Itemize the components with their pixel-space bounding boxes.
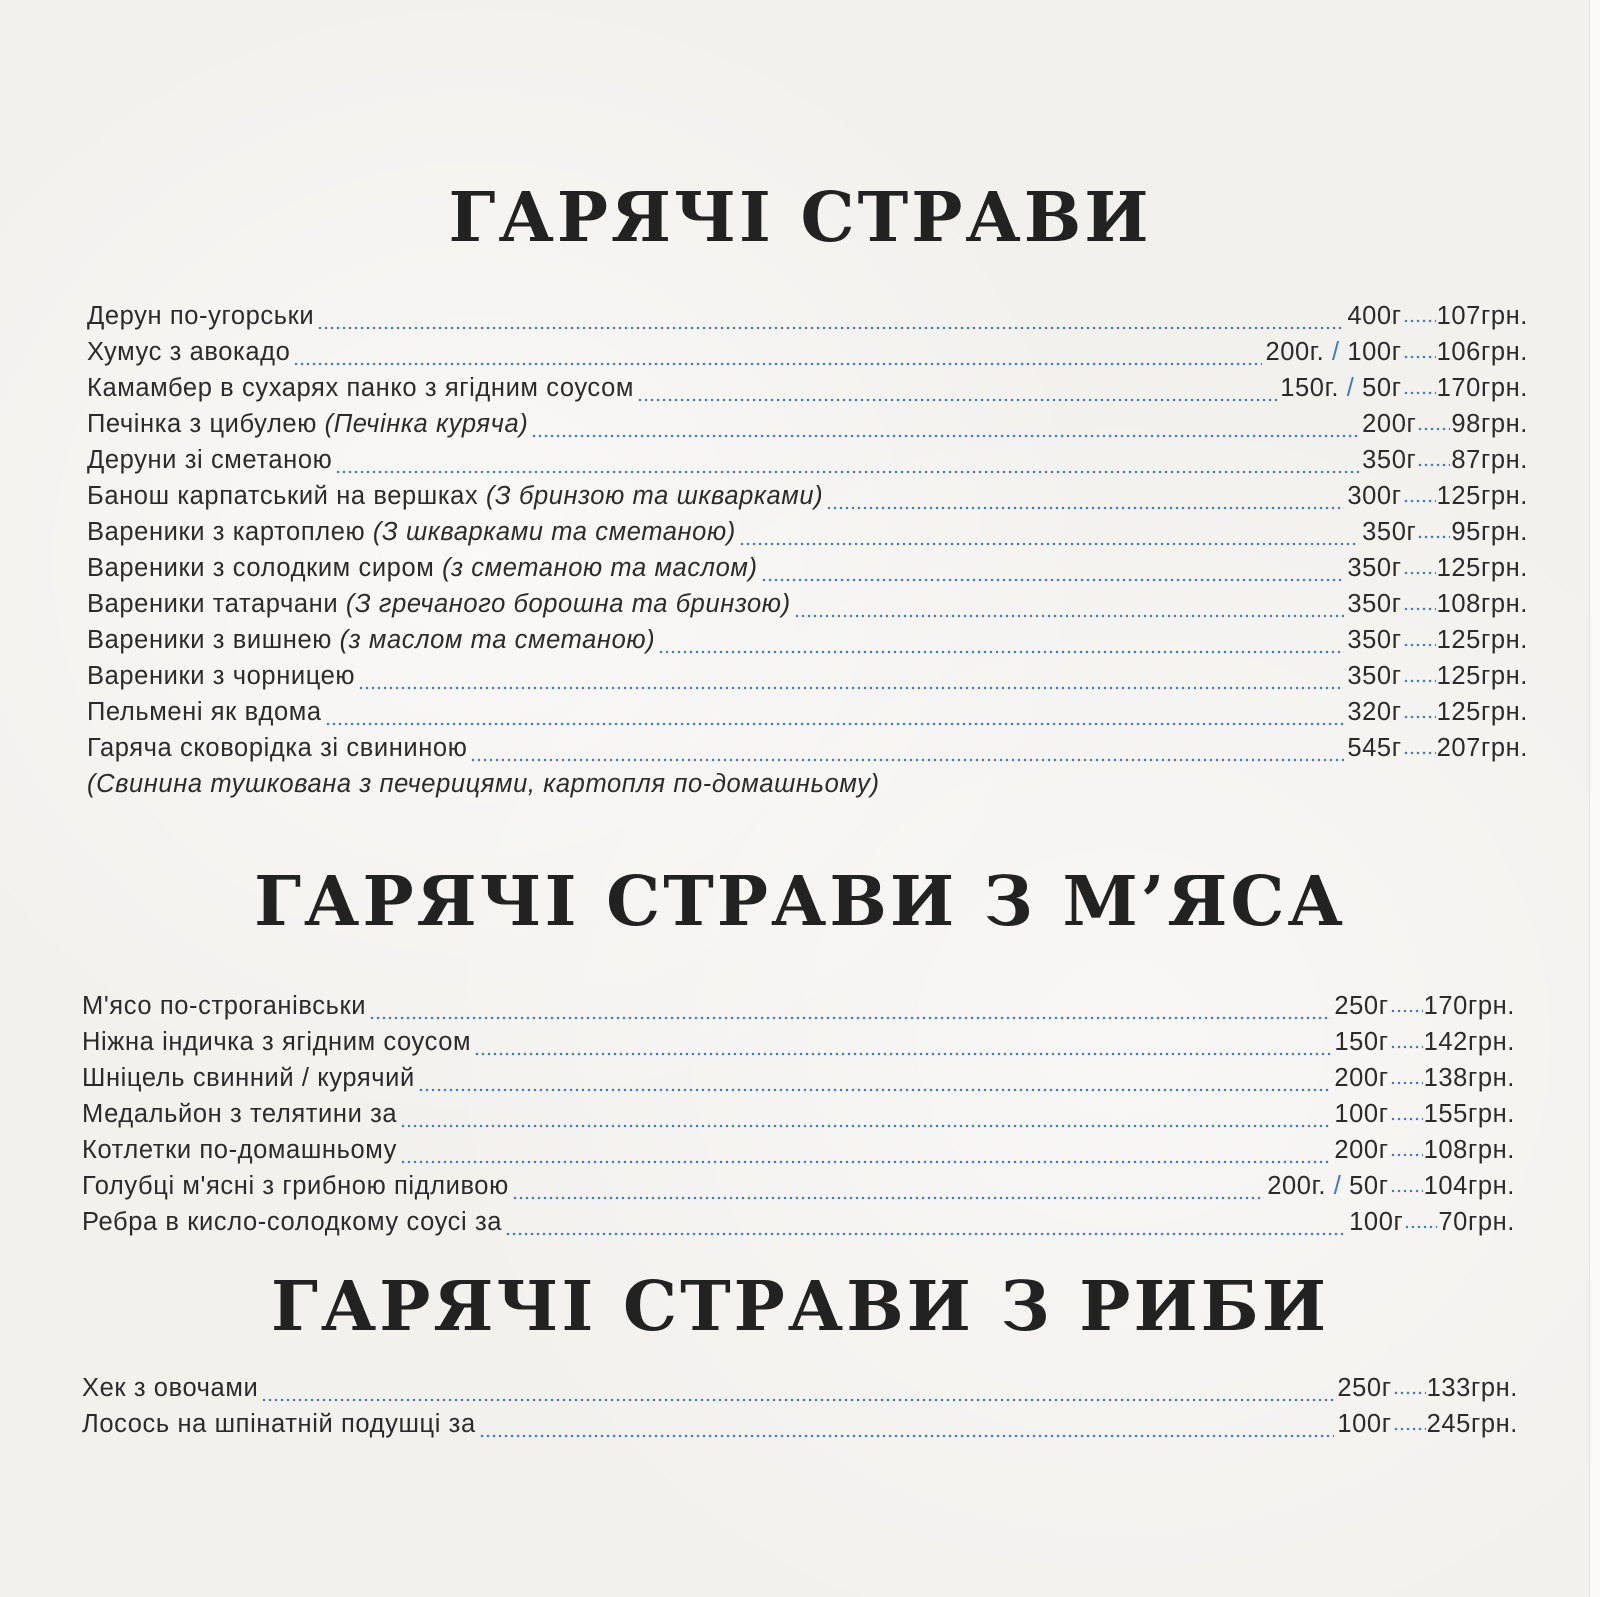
menu-item <box>82 1024 1515 1060</box>
weight-value: 350г <box>1347 590 1402 618</box>
dish-name: Гаряча сковорідка зі свининою <box>87 734 468 762</box>
section-title-fish-dishes: ГАРЯЧІ СТРАВИ З РИБИ <box>270 1267 1330 1347</box>
dish-note: (З бринзою та шкварками) <box>485 482 824 510</box>
menu-item <box>87 730 1528 766</box>
menu-item-name <box>87 730 467 766</box>
dish-note: (З гречаного борошна та бринзою) <box>345 590 791 618</box>
menu-item-price: 108грн. <box>1423 1136 1515 1164</box>
menu-item-weight <box>1347 298 1401 334</box>
menu-item-price: 108грн. <box>1436 590 1528 618</box>
menu-item <box>82 1204 1515 1240</box>
price-leader-dots <box>1403 676 1436 685</box>
weight-value: 150г. <box>1280 374 1340 402</box>
menu-item-name <box>87 658 355 694</box>
menu-item <box>87 586 1528 622</box>
menu-item-name <box>87 694 322 730</box>
leader-dots <box>358 683 1344 692</box>
menu-item <box>87 622 1528 658</box>
menu-item-name <box>82 1168 509 1204</box>
menu-item-name <box>82 1024 471 1060</box>
dish-note: (з маслом та сметаною) <box>339 626 656 654</box>
menu-item-weight <box>1362 442 1416 478</box>
weight-value: 200г <box>1334 1136 1389 1164</box>
menu-item <box>87 658 1528 694</box>
menu-item-price: 133грн. <box>1426 1374 1518 1402</box>
dish-name: Вареники з солодким сиром <box>87 554 443 582</box>
price-leader-dots <box>1417 424 1450 433</box>
weight-value: 300г <box>1347 482 1402 510</box>
price-leader-dots <box>1403 496 1436 505</box>
weight-separator: / <box>1326 1172 1350 1200</box>
menu-item <box>87 370 1528 406</box>
dish-name: Печінка з цибулею <box>87 410 325 438</box>
weight-value: 320г <box>1347 698 1402 726</box>
menu-item-weight <box>1347 586 1401 622</box>
dish-note: (З шкварками та сметаною) <box>372 518 736 546</box>
dish-name: Голубці м'ясні з грибною підливою <box>82 1172 509 1200</box>
menu-item-weight <box>1347 658 1401 694</box>
section-title-hot-dishes: ГАРЯЧІ СТРАВИ <box>448 178 1152 258</box>
menu-item-price: 106грн. <box>1436 338 1528 366</box>
dish-note: (з сметаною та маслом) <box>442 554 758 582</box>
menu-item <box>87 694 1528 730</box>
leader-dots <box>470 755 1344 764</box>
leader-dots <box>418 1085 1331 1094</box>
menu-item-name <box>82 1060 415 1096</box>
price-leader-dots <box>1403 712 1436 721</box>
leader-dots <box>761 575 1345 584</box>
menu-item-name <box>87 514 736 550</box>
weight-value: 545г <box>1347 734 1402 762</box>
menu-item-name <box>87 550 758 586</box>
dish-name: Вареники татарчани <box>87 590 346 618</box>
menu-item-price: 125грн. <box>1436 662 1528 690</box>
weight-value-secondary: 50г <box>1349 1172 1389 1200</box>
leader-dots <box>400 1121 1331 1130</box>
menu-item <box>87 442 1528 478</box>
dish-name: Лосось на шпінатній подушці за <box>82 1410 476 1438</box>
menu-item-price: 207грн. <box>1436 734 1528 762</box>
price-leader-dots <box>1390 1114 1423 1123</box>
weight-separator: / <box>1339 374 1363 402</box>
menu-item-price: 104грн. <box>1423 1172 1515 1200</box>
price-leader-dots <box>1390 1186 1423 1195</box>
menu-item-name <box>82 988 366 1024</box>
weight-separator: / <box>1324 338 1348 366</box>
leader-dots <box>826 503 1344 512</box>
menu-item-name <box>82 1096 397 1132</box>
menu-item-price: 98грн. <box>1451 410 1528 438</box>
weight-value: 100г <box>1349 1208 1404 1236</box>
dish-name: Котлетки по-домашньому <box>82 1136 398 1164</box>
price-leader-dots <box>1403 748 1436 757</box>
leader-dots <box>505 1229 1346 1238</box>
price-leader-dots <box>1403 316 1436 325</box>
price-leader-dots <box>1403 640 1436 649</box>
menu-item-price: 125грн. <box>1436 698 1528 726</box>
weight-value: 350г <box>1347 554 1402 582</box>
weight-value: 250г <box>1334 992 1389 1020</box>
weight-value: 350г <box>1362 446 1417 474</box>
menu-item-price: 87грн. <box>1451 446 1528 474</box>
weight-value: 200г <box>1334 1064 1389 1092</box>
menu-item-price: 125грн. <box>1436 554 1528 582</box>
menu-item-name <box>87 442 332 478</box>
menu-item <box>82 1096 1515 1132</box>
menu-item-weight <box>1362 406 1416 442</box>
menu-item-name <box>82 1204 502 1240</box>
price-leader-dots <box>1417 532 1450 541</box>
menu-item-weight <box>1337 1370 1391 1406</box>
weight-value: 200г <box>1362 410 1417 438</box>
menu-item-weight <box>1265 334 1401 370</box>
dish-name: Вареники з картоплею <box>87 518 373 546</box>
price-leader-dots <box>1390 1078 1423 1087</box>
leader-dots <box>512 1193 1264 1202</box>
price-leader-dots <box>1390 1006 1423 1015</box>
menu-item <box>82 1132 1515 1168</box>
dish-name: Вареники з вишнею <box>87 626 340 654</box>
price-leader-dots <box>1393 1388 1426 1397</box>
leader-dots <box>794 611 1345 620</box>
leader-dots <box>637 395 1277 404</box>
dish-note: (Печінка куряча) <box>324 410 529 438</box>
menu-item-price: 142грн. <box>1423 1028 1515 1056</box>
menu-item-name <box>87 406 528 442</box>
menu-item-weight <box>1334 1132 1388 1168</box>
section-title-meat-dishes: ГАРЯЧІ СТРАВИ З М’ЯСА <box>254 862 1346 942</box>
menu-item <box>82 1168 1515 1204</box>
menu-item-price: 107грн. <box>1436 302 1528 330</box>
leader-dots <box>335 467 1359 476</box>
menu-item <box>87 334 1528 370</box>
menu-item-description: (Свинина тушкована з печерицями, картопля по-домашньому) <box>87 770 880 798</box>
menu-item-weight <box>1267 1168 1388 1204</box>
dish-name: Медальйон з телятини за <box>82 1100 398 1128</box>
price-leader-dots <box>1403 568 1436 577</box>
dish-name: Хумус з авокадо <box>87 338 291 366</box>
menu-item-weight <box>1347 550 1401 586</box>
menu-item-name <box>87 334 290 370</box>
leader-dots <box>531 431 1359 440</box>
dish-name: М'ясо по-строганівськи <box>82 992 367 1020</box>
menu-item-weight <box>1347 694 1401 730</box>
menu-item-weight <box>1334 988 1388 1024</box>
menu-item-price: 125грн. <box>1436 626 1528 654</box>
menu-item <box>87 478 1528 514</box>
menu-item <box>87 298 1528 334</box>
price-leader-dots <box>1417 460 1450 469</box>
weight-value: 200г. <box>1267 1172 1327 1200</box>
leader-dots <box>369 1013 1331 1022</box>
leader-dots <box>400 1157 1331 1166</box>
price-leader-dots <box>1390 1150 1423 1159</box>
dish-name: Хек з овочами <box>82 1374 259 1402</box>
menu-item-name <box>82 1370 258 1406</box>
menu-item <box>87 514 1528 550</box>
weight-value-secondary: 50г <box>1362 374 1402 402</box>
dish-name: Дерун по-угорськи <box>87 302 315 330</box>
menu-item <box>82 1060 1515 1096</box>
menu-item <box>87 406 1528 442</box>
leader-dots <box>479 1431 1335 1440</box>
menu-item-name <box>87 478 823 514</box>
leader-dots <box>317 323 1344 332</box>
menu-item-weight <box>1280 370 1401 406</box>
menu-item-weight <box>1334 1096 1388 1132</box>
menu-item-weight <box>1337 1406 1391 1442</box>
weight-value: 250г <box>1337 1374 1392 1402</box>
menu-item-weight <box>1334 1024 1388 1060</box>
menu-item-price: 245грн. <box>1426 1410 1518 1438</box>
menu-item <box>82 1406 1518 1442</box>
leader-dots <box>325 719 1345 728</box>
dish-name: Шніцель свинний / курячий <box>82 1064 415 1092</box>
menu-item-name <box>87 298 314 334</box>
price-leader-dots <box>1403 388 1436 397</box>
menu-item-price: 138грн. <box>1423 1064 1515 1092</box>
weight-value: 100г <box>1334 1100 1389 1128</box>
menu-item-weight <box>1334 1060 1388 1096</box>
menu-item-name <box>82 1132 397 1168</box>
weight-value: 100г <box>1337 1410 1392 1438</box>
price-leader-dots <box>1403 352 1436 361</box>
menu-item <box>87 550 1528 586</box>
menu-item-weight <box>1347 478 1401 514</box>
leader-dots <box>474 1049 1331 1058</box>
menu-item-weight <box>1349 1204 1403 1240</box>
leader-dots <box>658 647 1344 656</box>
weight-value: 200г. <box>1265 338 1325 366</box>
menu-item-price: 170грн. <box>1436 374 1528 402</box>
menu-item-price: 95грн. <box>1451 518 1528 546</box>
menu-list-fish-dishes <box>82 1370 1518 1442</box>
menu-item-name <box>82 1406 476 1442</box>
menu-item-price: 70грн. <box>1438 1208 1515 1236</box>
weight-value-secondary: 100г <box>1347 338 1402 366</box>
dish-name: Вареники з чорницею <box>87 662 356 690</box>
dish-name: Пельмені як вдома <box>87 698 322 726</box>
weight-value: 400г <box>1347 302 1402 330</box>
dish-name: Камамбер в сухарях панко з ягідним соусом <box>87 374 634 402</box>
menu-item-name <box>87 622 655 658</box>
menu-list-meat-dishes <box>82 988 1515 1240</box>
menu-item <box>82 988 1515 1024</box>
menu-item <box>82 1370 1518 1406</box>
leader-dots <box>739 539 1359 548</box>
menu-item-name <box>87 586 791 622</box>
weight-value: 350г <box>1362 518 1417 546</box>
dish-name: Деруни зі сметаною <box>87 446 333 474</box>
weight-value: 350г <box>1347 626 1402 654</box>
menu-list-hot-dishes <box>87 298 1528 802</box>
price-leader-dots <box>1390 1042 1423 1051</box>
leader-dots <box>293 359 1262 368</box>
leader-dots <box>261 1395 1334 1404</box>
menu-item-name <box>87 370 634 406</box>
menu-item-weight <box>1362 514 1416 550</box>
dish-name: Ніжна індичка з ягідним соусом <box>82 1028 472 1056</box>
menu-item-price: 125грн. <box>1436 482 1528 510</box>
menu-item-weight <box>1347 730 1401 766</box>
weight-value: 150г <box>1334 1028 1389 1056</box>
price-leader-dots <box>1403 604 1436 613</box>
price-leader-dots <box>1404 1222 1437 1231</box>
dish-name: Банош карпатський на вершках <box>87 482 486 510</box>
dish-name: Ребра в кисло-солодкому соусі за <box>82 1208 503 1236</box>
menu-item-price: 170грн. <box>1423 992 1515 1020</box>
price-leader-dots <box>1393 1424 1426 1433</box>
menu-item-weight <box>1347 622 1401 658</box>
weight-value: 350г <box>1347 662 1402 690</box>
menu-item-price: 155грн. <box>1423 1100 1515 1128</box>
